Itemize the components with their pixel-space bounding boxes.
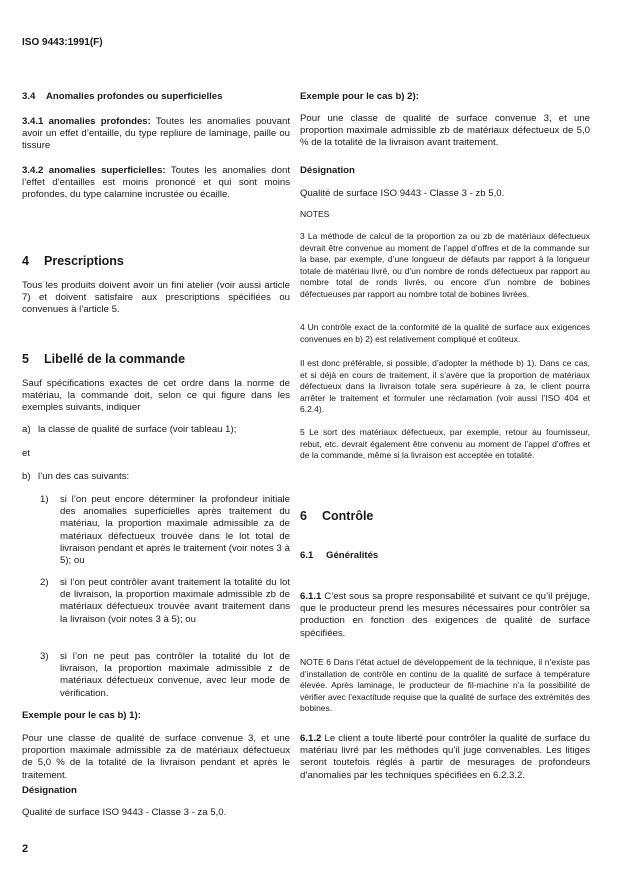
- section-number: 4: [22, 254, 29, 268]
- example-1-designation-title: Désignation: [22, 785, 77, 796]
- list-text: l’un des cas suivants:: [38, 471, 130, 482]
- example-1-title: Exemple pour le cas b) 1):: [22, 710, 141, 721]
- clause-lead: 3.4.1 anomalies profondes:: [22, 116, 151, 127]
- note-5: 5 Le sort des matériaux défectueux, par exemple, retour au fournisseur, rebut, etc. devrait également être convenu au moment de l’appel d’offres et de la commande, même si la livraison est acceptée en totalité.: [300, 427, 590, 461]
- sub-item-1: [40, 494, 290, 567]
- clause-lead: 6.1.2: [300, 733, 322, 744]
- list-text: si l’on ne peut pas contrôler la totalité du lot de livraison, la proportion maximale admissible z de matériaux défectueux convenue, avec leur mode de vérification.: [60, 651, 290, 699]
- list-item-b: [22, 471, 290, 483]
- list-marker: a): [22, 424, 31, 435]
- page-number: 2: [22, 843, 29, 855]
- sub-item-3: [40, 651, 290, 700]
- clause-text: Le client a toute liberté pour contrôler la qualité de surface du matériau livré par les méthodes qu’il juge convenables. Les litiges seront toutefois réglés à partir de mesurages de profondeurs d’anomalies par les techniques spécifiées en 6.2.3.2.: [300, 733, 590, 781]
- list-text: si l’on peut encore déterminer la profondeur initiale des anomalies superficielles après traitement du matériau, la proportion maximale admissible za de matériaux défectueux trouvée dans le lot total de livraison pendant et après le traitement (voir notes 3 à 5); ou: [60, 494, 290, 567]
- section-number: 6.1: [300, 550, 314, 561]
- clause-3-4-2: [22, 165, 290, 202]
- list-text: la classe de qualité de surface (voir tableau 1);: [38, 424, 237, 435]
- section-4-heading: [22, 254, 290, 268]
- section-6-1-heading: [300, 550, 590, 561]
- example-1-designation: Qualité de surface ISO 9443 - Classe 3 - za 5,0.: [22, 807, 227, 818]
- note-3: 3 La méthode de calcul de la proportion za ou zb de matériaux défectueux devrait être convenue au moment de l’appel d’offres et de la commande sur la base, par exemple, d’une longueur de défauts par rapport à la longueur totale de matériau livré, ou d’un nombre de ronds défectueux par rapport au nombre total de ronds livrés, ou encore d’un nombre de bobines défectueuses par rapport au nombre total de bobines livrées.: [300, 231, 590, 299]
- section-number: 3.4: [22, 91, 36, 102]
- clause-lead: 6.1.1: [300, 591, 322, 602]
- section-3-4-heading: [22, 91, 290, 102]
- clause-3-4-1: [22, 116, 290, 153]
- list-marker: b): [22, 471, 31, 482]
- list-text: si l’on peut contrôler avant traitement la totalité du lot de livraison, la proportion maximale admissible zb de matériaux défectueux trouvée avant traitement dans la livraison (voir notes 3 à 5); ou: [60, 577, 290, 625]
- section-5-heading: [22, 352, 290, 366]
- notes-title: NOTES: [300, 209, 330, 219]
- list-marker: 3): [40, 651, 49, 662]
- clause-6-1-2: [300, 733, 590, 782]
- example-2-paragraph: Pour une classe de qualité de surface convenue 3, et une proportion maximale admissible zb de matériaux défectueux de 5,0 % de la totalité de la livraison avant traitement.: [300, 113, 590, 149]
- section-title: Généralités: [326, 550, 379, 561]
- example-1-paragraph: Pour une classe de qualité de surface convenue 3, et une proportion maximale admissible za de matériaux défectueux de 5,0 % de la totalité de la livraison pendant et après le traitement.: [22, 733, 290, 781]
- section-6-heading: [300, 509, 590, 523]
- clause-text: Toutes les anomalies pouvant avoir un effet d’entaille, du type repliure de laminage, paille ou tissure: [22, 116, 290, 152]
- note-4-continued: Il est donc préférable, si possible, d’adopter la méthode b) 1). Dans ce cas, et si déjà en cours de traitement, il s’avère que la proportion de matériaux défectueux dans la livraison totale sera supérieure à za, le client pourra arrêter le traitement et formuler une réclamation (voir aussi l’ISO 404 et 6.2.4).: [300, 358, 590, 415]
- example-2-title: Exemple pour le cas b) 2):: [300, 91, 419, 102]
- section-title: Prescriptions: [44, 254, 124, 268]
- section-number: 6: [300, 509, 307, 523]
- section-title: Anomalies profondes ou superficielles: [46, 91, 223, 102]
- example-2-designation-title: Désignation: [300, 165, 355, 176]
- clause-lead: 3.4.2 anomalies superficielles:: [22, 165, 166, 176]
- clause-6-1-1: [300, 591, 590, 640]
- list-marker: 2): [40, 577, 49, 588]
- section-number: 5: [22, 352, 29, 366]
- clause-text: C’est sous sa propre responsabilité et suivant ce qu’il préjuge, que le producteur prend les mesures nécessaires pour contrôler sa production en fonction des exigences de qualité de surface spécifiées.: [300, 591, 590, 639]
- section-title: Contrôle: [322, 509, 374, 523]
- conjunction-et: et: [22, 448, 31, 459]
- note-4: 4 Un contrôle exact de la conformité de la qualité de surface aux exigences convenues en b) 2) est relativement compliqué et coûteux.: [300, 322, 590, 344]
- list-item-a: [22, 424, 290, 436]
- section-title: Libellé de la commande: [44, 352, 186, 366]
- section-4-paragraph: Tous les produits doivent avoir un fini atelier (voir aussi article 7) et doivent satisfaire aux prescriptions spécifiées ou convenues à l’article 5.: [22, 280, 290, 316]
- document-header: ISO 9443:1991(F): [22, 37, 103, 48]
- sub-item-2: [40, 577, 290, 626]
- section-5-paragraph: Sauf spécifications exactes de cet ordre dans la norme de matériau, la commande doit, selon ce qui figure dans les exemples suivants, indiquer: [22, 378, 290, 414]
- list-marker: 1): [40, 494, 49, 505]
- clause-text: Toutes les anomalies dont l’effet d’entailles est moins prononcé et qui sont moins profondes, du type calamine incrustée ou écaille.: [22, 165, 290, 201]
- example-2-designation: Qualité de surface ISO 9443 - Classe 3 - zb 5,0.: [300, 188, 505, 199]
- note-6: NOTE 6 Dans l’état actuel de développement de la technique, il n’existe pas d’installation de contrôle en continu de la qualité de surface à température élevée. Après laminage, le producteur de fil-machine n’a la possibilité de vérifier avec l’exactitude requise que la qualité de surface des extrémités des bobines.: [300, 657, 590, 714]
